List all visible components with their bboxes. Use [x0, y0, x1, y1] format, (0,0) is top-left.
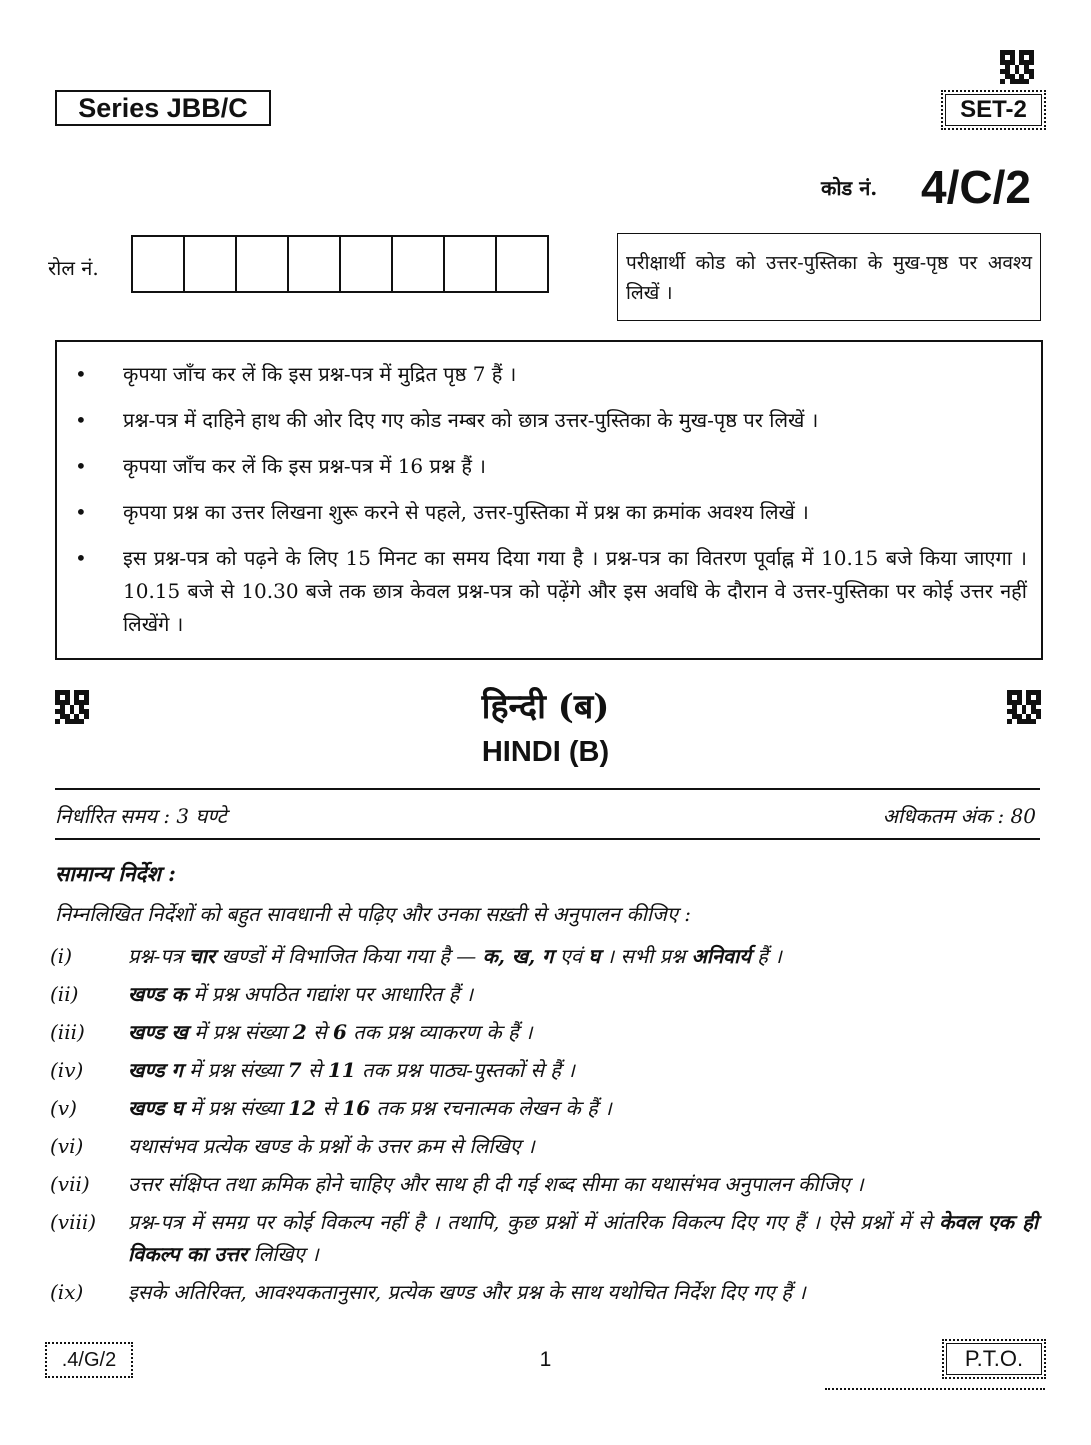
emphasis-text: खण्ड घ — [128, 1096, 184, 1120]
item-number: (vii) — [50, 1172, 90, 1196]
roll-number-cell[interactable] — [133, 237, 185, 291]
text-segment: यथासंभव प्रत्येक खण्ड के प्रश्नों के उत्तर क्रम से लिखिए । — [128, 1134, 535, 1158]
bullet: • — [75, 546, 87, 570]
item-number: (iii) — [50, 1020, 85, 1044]
instruction-item — [71, 450, 1027, 483]
emphasis-text: खण्ड क — [128, 982, 187, 1006]
emphasis-text: 6 — [332, 1020, 347, 1044]
emphasis-text: 11 — [327, 1058, 356, 1082]
instruction-text: कृपया जाँच कर लें कि इस प्रश्न-पत्र में मुद्रित पृष्ठ 7 हैं । — [123, 362, 517, 386]
text-segment: एवं — [553, 944, 589, 968]
emphasis-text: केवल एक ही विकल्प का उत्तर — [128, 1210, 1038, 1266]
general-instructions-list — [50, 940, 1038, 1314]
item-text — [128, 1276, 1038, 1308]
subject-title-hindi: हिन्दी (ब) — [481, 687, 610, 727]
instruction-item — [71, 496, 1027, 529]
roll-number-cell[interactable] — [393, 237, 445, 291]
emphasis-text: चार — [189, 944, 216, 968]
roll-number-cell[interactable] — [237, 237, 289, 291]
qr-code-icon — [1000, 50, 1034, 84]
item-text — [128, 940, 1038, 972]
bullet: • — [75, 454, 87, 478]
divider — [825, 1388, 1045, 1390]
time-allowed: निर्धारित समय : 3 घण्टे — [55, 804, 227, 828]
item-number: (i) — [50, 944, 73, 968]
item-number: (ii) — [50, 982, 79, 1006]
instruction-item — [71, 404, 1027, 437]
text-segment: इसके अतिरिक्त, आवश्यकतानुसार, प्रत्येक खण्ड और प्रश्न के साथ यथोचित निर्देश दिए गए हैं । — [128, 1280, 806, 1304]
general-instruction-item — [50, 1016, 1038, 1048]
item-number: (vi) — [50, 1134, 84, 1158]
general-instructions-intro: निम्नलिखित निर्देशों को बहुत सावधानी से पढ़िए और उनका सख़्ती से अनुपालन कीजिए : — [55, 902, 692, 926]
general-instruction-item — [50, 978, 1038, 1010]
instruction-item — [71, 542, 1027, 641]
emphasis-text: 12 — [288, 1096, 317, 1120]
divider — [55, 788, 1040, 790]
subject-title-english: HINDI (B) — [481, 736, 610, 768]
general-instructions-heading: सामान्य निर्देश : — [55, 861, 176, 886]
roll-number-cell[interactable] — [289, 237, 341, 291]
item-text — [128, 1054, 1038, 1086]
instruction-text: कृपया प्रश्न का उत्तर लिखना शुरू करने से पहले, उत्तर-पुस्तिका में प्रश्न का क्रमांक अवश्य लिखें । — [123, 500, 809, 524]
item-text — [128, 1092, 1038, 1124]
emphasis-text: क, ख, ग — [482, 944, 554, 968]
text-segment: लिखिए । — [247, 1242, 319, 1266]
code-value: 4/C/2 — [921, 161, 1031, 213]
general-instruction-item — [50, 940, 1038, 972]
text-segment: तक प्रश्न पाठ्य-पुस्तकों से हैं । — [355, 1058, 575, 1082]
item-text — [128, 1168, 1038, 1200]
text-segment: तक प्रश्न व्याकरण के हैं । — [346, 1020, 533, 1044]
text-segment: प्रश्न-पत्र में समग्र पर कोई विकल्प नहीं है । तथापि, कुछ प्रश्नों में आंतरिक विकल्प दिए गए हैं । ऐसे प्रश्नों में से — [128, 1210, 940, 1234]
item-text — [128, 1206, 1038, 1270]
page-number: 1 — [539, 1348, 552, 1371]
emphasis-text: 16 — [342, 1096, 371, 1120]
text-segment: । सभी प्रश्न — [600, 944, 692, 968]
emphasis-text: अनिवार्य — [691, 944, 751, 968]
general-instruction-item — [50, 1206, 1038, 1270]
general-instruction-item — [50, 1092, 1038, 1124]
item-number: (viii) — [50, 1210, 97, 1234]
text-segment: हैं । — [750, 944, 782, 968]
roll-number-cell[interactable] — [341, 237, 393, 291]
code-label: कोड नं. — [821, 176, 878, 200]
text-segment: से — [301, 1058, 328, 1082]
roll-number-cell[interactable] — [445, 237, 497, 291]
candidate-note: परीक्षार्थी कोड को उत्तर-पुस्तिका के मुख-पृष्ठ पर अवश्य लिखें । — [617, 233, 1041, 321]
text-segment: में प्रश्न अपठित गद्यांश पर आधारित हैं । — [186, 982, 474, 1006]
emphasis-text: खण्ड ख — [128, 1020, 188, 1044]
general-instruction-item — [50, 1168, 1038, 1200]
text-segment: में प्रश्न संख्या — [182, 1058, 288, 1082]
roll-number-boxes[interactable] — [131, 235, 549, 293]
item-number: (ix) — [50, 1280, 84, 1304]
text-segment: खण्डों में विभाजित किया गया है — — [215, 944, 483, 968]
text-segment: से — [316, 1096, 343, 1120]
instruction-text: इस प्रश्न-पत्र को पढ़ने के लिए 15 मिनट का समय दिया गया है । प्रश्न-पत्र का वितरण पूर्वाह्न में 10.15 बजे किया जाएगा । 10.15 बजे से 10.30 बजे तक छात्र केवल प्रश्न-पत्र को पढ़ेंगे और इस अवधि के दौरान वे उत्तर-पुस्तिका पर कोई उत्तर नहीं लिखेंगे । — [123, 546, 1027, 636]
footer-code: .4/G/2 — [45, 1342, 133, 1378]
text-segment: में प्रश्न संख्या — [187, 1020, 293, 1044]
instruction-text: कृपया जाँच कर लें कि इस प्रश्न-पत्र में 16 प्रश्न हैं । — [123, 454, 486, 478]
set-label: SET-2 — [941, 90, 1046, 130]
text-segment: से — [306, 1020, 333, 1044]
pto-label: P.T.O. — [942, 1339, 1046, 1379]
item-text — [128, 1130, 1038, 1162]
general-instruction-item — [50, 1054, 1038, 1086]
general-instruction-item — [50, 1276, 1038, 1308]
roll-number-label: रोल नं. — [48, 256, 99, 280]
instructions-box — [55, 340, 1043, 660]
emphasis-text: 2 — [292, 1020, 307, 1044]
item-number: (v) — [50, 1096, 77, 1120]
item-text — [128, 1016, 1038, 1048]
item-number: (iv) — [50, 1058, 84, 1082]
bullet: • — [75, 500, 87, 524]
series-label: Series JBB/C — [55, 90, 271, 126]
text-segment: उत्तर संक्षिप्त तथा क्रमिक होने चाहिए और साथ ही दी गई शब्द सीमा का यथासंभव अनुपालन कीजिए । — [128, 1172, 864, 1196]
roll-number-cell[interactable] — [185, 237, 237, 291]
text-segment: में प्रश्न संख्या — [183, 1096, 289, 1120]
instruction-text: प्रश्न-पत्र में दाहिने हाथ की ओर दिए गए कोड नम्बर को छात्र उत्तर-पुस्तिका के मुख-पृष्ठ पर लिखें । — [123, 408, 819, 432]
text-segment: प्रश्न-पत्र — [128, 944, 190, 968]
instruction-item — [71, 358, 1027, 391]
divider — [55, 838, 1040, 840]
general-instruction-item — [50, 1130, 1038, 1162]
item-text — [128, 978, 1038, 1010]
bullet: • — [75, 408, 87, 432]
emphasis-text: 7 — [287, 1058, 302, 1082]
emphasis-text: खण्ड ग — [128, 1058, 183, 1082]
text-segment: तक प्रश्न रचनात्मक लेखन के हैं । — [370, 1096, 612, 1120]
emphasis-text: घ — [588, 944, 601, 968]
bullet: • — [75, 362, 87, 386]
roll-number-cell[interactable] — [497, 237, 547, 291]
maximum-marks: अधिकतम अंक : 80 — [882, 804, 1036, 828]
